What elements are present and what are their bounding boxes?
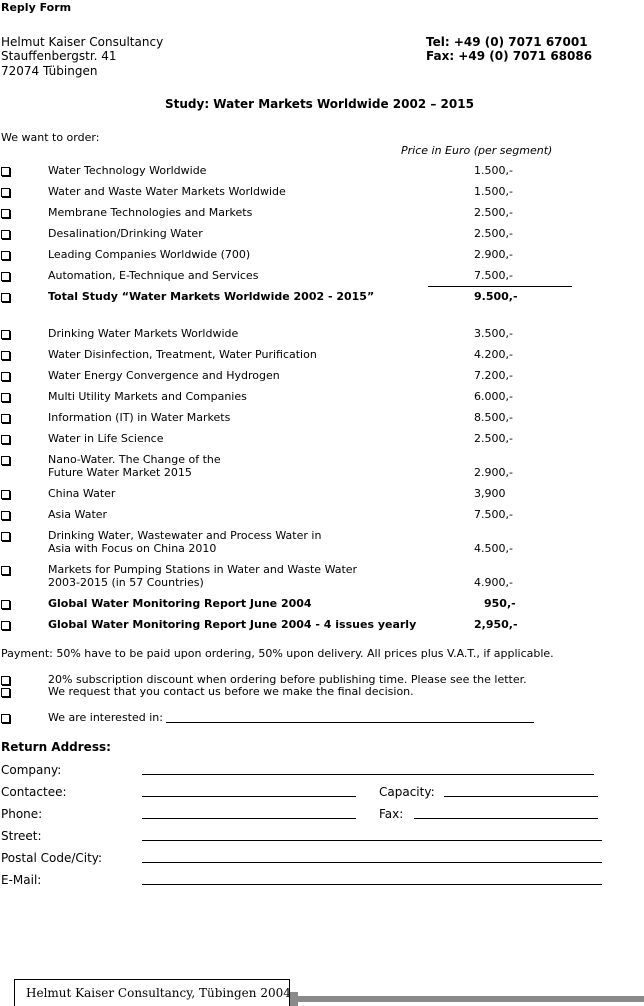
item-label: Membrane Technologies and Markets — [48, 206, 253, 219]
item-price: 2.500,- — [474, 227, 513, 240]
fax-field-label: Fax: — [379, 807, 404, 821]
street-field-label: Street: — [1, 829, 42, 843]
item-label: China Water — [48, 487, 116, 500]
phone-field-label: Phone: — [1, 807, 43, 821]
order-checkbox[interactable] — [1, 600, 10, 609]
order-checkbox[interactable] — [1, 532, 10, 541]
option-checkbox[interactable] — [1, 676, 10, 685]
item-label: Automation, E-Technique and Services — [48, 269, 259, 282]
item-price: 2.900,- — [474, 466, 513, 479]
item-label: Asia with Focus on China 2010 — [48, 542, 217, 555]
price-header: Price in Euro (per segment) — [401, 144, 553, 157]
item-label: Global Water Monitoring Report June 2004 — [48, 597, 312, 610]
item-label: Information (IT) in Water Markets — [48, 411, 231, 424]
order-checkbox[interactable] — [1, 511, 10, 520]
form-title: Reply Form — [1, 1, 72, 14]
order-checkbox[interactable] — [1, 230, 10, 239]
item-price: 7.500,- — [474, 269, 513, 282]
company-city: 72074 Tübingen — [1, 64, 98, 78]
item-price: 7.200,- — [474, 369, 513, 382]
order-checkbox[interactable] — [1, 456, 10, 465]
footer-bar-edge — [290, 992, 298, 1006]
footer-bar — [290, 996, 644, 1002]
order-checkbox[interactable] — [1, 566, 10, 575]
item-label: Nano-Water. The Change of the — [48, 453, 221, 466]
item-label: Leading Companies Worldwide (700) — [48, 248, 251, 261]
item-label: Multi Utility Markets and Companies — [48, 390, 247, 403]
footer-text: Helmut Kaiser Consultancy, Tübingen 2004 — [26, 986, 291, 1000]
order-checkbox[interactable] — [1, 251, 10, 260]
order-checkbox[interactable] — [1, 293, 10, 302]
item-price: 4.500,- — [474, 542, 513, 555]
order-checkbox[interactable] — [1, 351, 10, 360]
item-label: Desalination/Drinking Water — [48, 227, 203, 240]
discount-option-label: 20% subscription discount when ordering before publishing time. Please see the letter. — [48, 673, 527, 686]
interested-field[interactable] — [166, 722, 534, 723]
company-name: Helmut Kaiser Consultancy — [1, 35, 164, 49]
item-label: Global Water Monitoring Report June 2004 - 4 issues yearly — [48, 618, 417, 631]
order-checkbox[interactable] — [1, 393, 10, 402]
order-checkbox[interactable] — [1, 435, 10, 444]
item-price: 950,- — [484, 597, 516, 610]
contact-option-label: We request that you contact us before we make the final decision. — [48, 685, 414, 698]
item-price: 4.900,- — [474, 576, 513, 589]
item-label: Future Water Market 2015 — [48, 466, 192, 479]
order-intro: We want to order: — [1, 131, 100, 144]
item-label: Water in Life Science — [48, 432, 164, 445]
capacity-field-label: Capacity: — [379, 785, 435, 799]
postal-field-label: Postal Code/City: — [1, 851, 103, 865]
return-address-title: Return Address: — [1, 740, 111, 754]
study-title: Study: Water Markets Worldwide 2002 – 2015 — [165, 97, 474, 111]
item-price: 2.900,- — [474, 248, 513, 261]
item-label: Markets for Pumping Stations in Water and Waste Water — [48, 563, 358, 576]
order-checkbox[interactable] — [1, 621, 10, 630]
company-street: Stauffenbergstr. 41 — [1, 49, 117, 63]
capacity-field[interactable] — [444, 796, 598, 797]
item-price: 7.500,- — [474, 508, 513, 521]
item-label: Drinking Water, Wastewater and Process Water in — [48, 529, 322, 542]
item-price: 2,950,- — [474, 618, 518, 631]
company-field-label: Company: — [1, 763, 62, 777]
contactee-field-label: Contactee: — [1, 785, 67, 799]
fax-field[interactable] — [414, 818, 598, 819]
item-label: Water Energy Convergence and Hydrogen — [48, 369, 280, 382]
item-label: Water Technology Worldwide — [48, 164, 207, 177]
email-field[interactable] — [142, 884, 602, 885]
item-price: 3.500,- — [474, 327, 513, 340]
item-label: Drinking Water Markets Worldwide — [48, 327, 239, 340]
total-label: Total Study “Water Markets Worldwide 2002 - 2015” — [48, 290, 375, 303]
order-checkbox[interactable] — [1, 372, 10, 381]
subtotal-divider — [428, 286, 572, 287]
item-label: Water Disinfection, Treatment, Water Purification — [48, 348, 317, 361]
contactee-field[interactable] — [142, 796, 356, 797]
order-checkbox[interactable] — [1, 209, 10, 218]
item-price: 2.500,- — [474, 432, 513, 445]
item-label: Water and Waste Water Markets Worldwide — [48, 185, 286, 198]
item-label: 2003-2015 (in 57 Countries) — [48, 576, 204, 589]
order-checkbox[interactable] — [1, 167, 10, 176]
order-checkbox[interactable] — [1, 188, 10, 197]
postal-field[interactable] — [142, 862, 602, 863]
company-fax: Fax: +49 (0) 7071 68086 — [426, 49, 593, 63]
order-checkbox[interactable] — [1, 330, 10, 339]
option-checkbox[interactable] — [1, 714, 10, 723]
item-price: 1.500,- — [474, 164, 513, 177]
item-price: 3,900 — [474, 487, 506, 500]
company-tel: Tel: +49 (0) 7071 67001 — [426, 35, 588, 49]
company-field[interactable] — [142, 774, 594, 775]
item-label: Asia Water — [48, 508, 108, 521]
total-price: 9.500,- — [474, 290, 518, 303]
phone-field[interactable] — [142, 818, 356, 819]
option-checkbox[interactable] — [1, 688, 10, 697]
email-field-label: E-Mail: — [1, 873, 42, 887]
item-price: 1.500,- — [474, 185, 513, 198]
interested-label: We are interested in: — [48, 711, 163, 724]
order-checkbox[interactable] — [1, 272, 10, 281]
order-checkbox[interactable] — [1, 414, 10, 423]
item-price: 8.500,- — [474, 411, 513, 424]
street-field[interactable] — [142, 840, 602, 841]
payment-terms: Payment: 50% have to be paid upon ordering, 50% upon delivery. All prices plus V.A.T., if applicable. — [1, 647, 554, 660]
order-checkbox[interactable] — [1, 490, 10, 499]
item-price: 4.200,- — [474, 348, 513, 361]
item-price: 6.000,- — [474, 390, 513, 403]
item-price: 2.500,- — [474, 206, 513, 219]
